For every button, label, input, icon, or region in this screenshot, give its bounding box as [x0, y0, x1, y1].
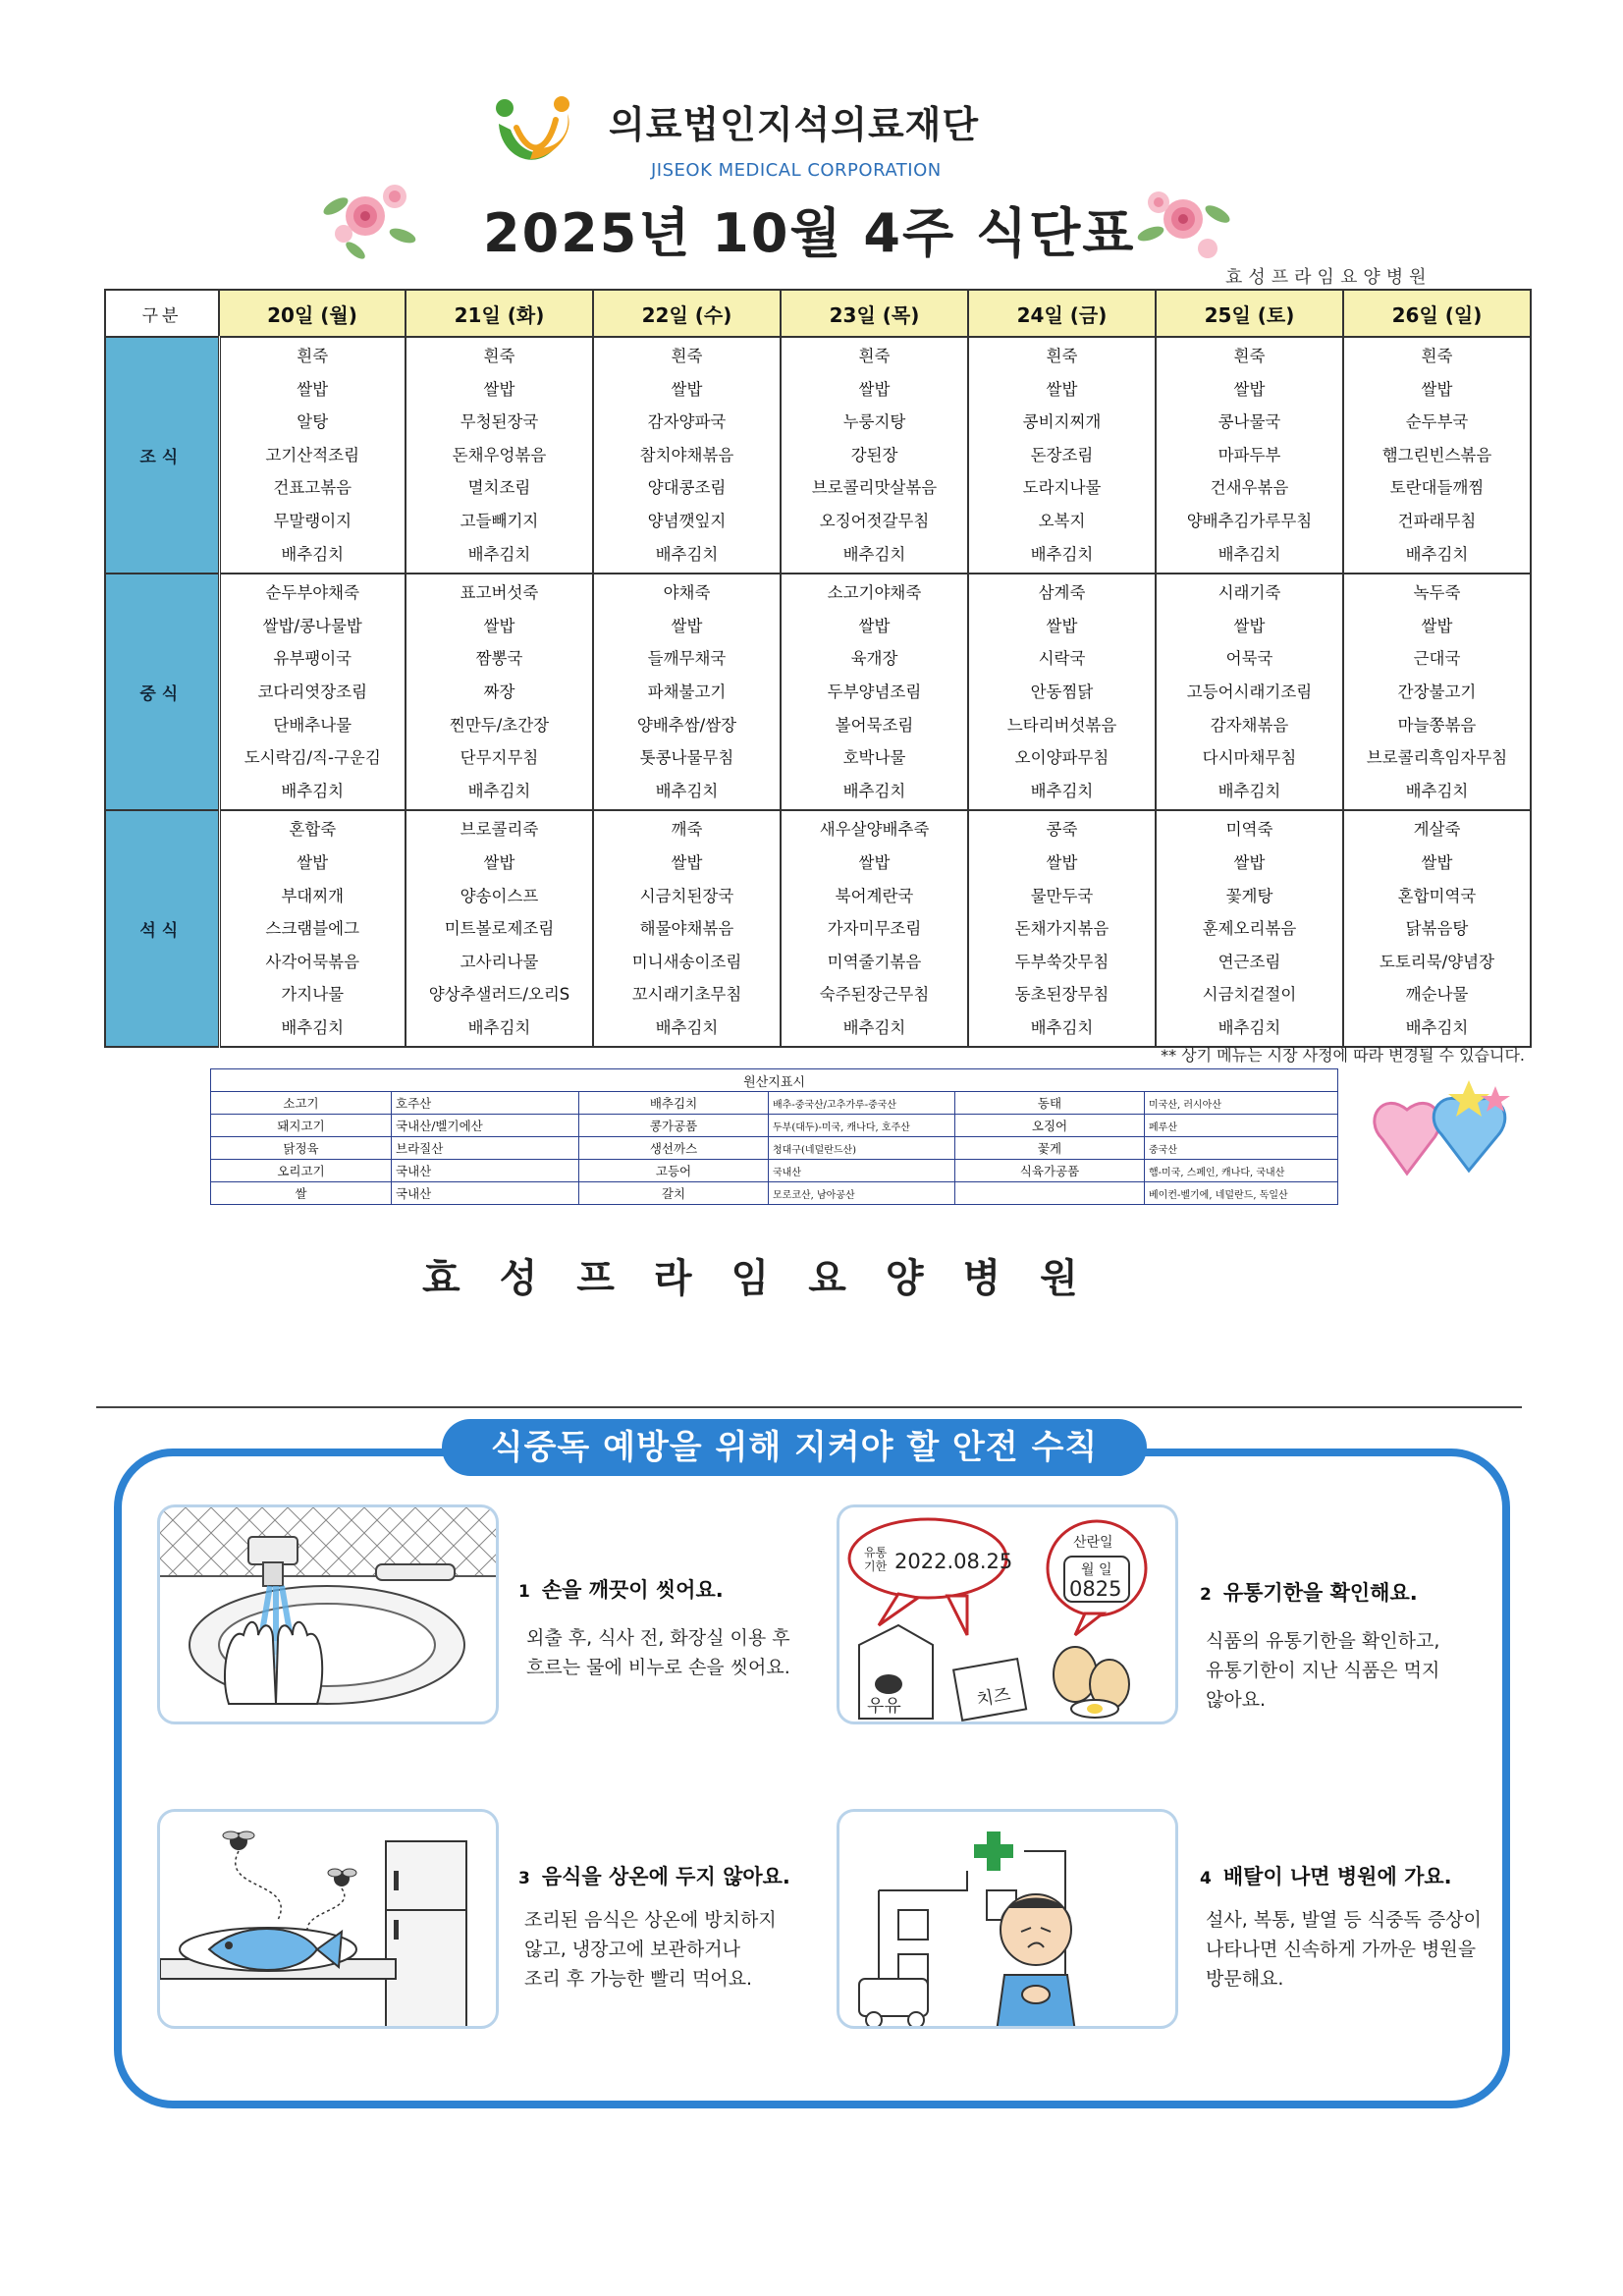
menu-cell [1156, 337, 1343, 574]
menu-item: 양배추쌈/쌈장 [636, 715, 737, 735]
menu-item: 쌀밥 [297, 852, 329, 872]
origin-country: 베이컨-벨기에, 네덜란드, 독일산 [1145, 1182, 1338, 1205]
menu-item: 순두부야채죽 [265, 583, 360, 603]
menu-cell [219, 337, 406, 574]
menu-item: 쌀밥 [858, 852, 891, 872]
origin-item: 닭정육 [211, 1137, 392, 1160]
menu-item: 배추김치 [655, 1017, 719, 1037]
menu-item: 양상추샐러드/오리S [428, 985, 570, 1005]
day-header: 25일 (토) [1156, 290, 1343, 337]
origin-item: 꽃게 [955, 1137, 1145, 1160]
expiry-date: 2022.08.25 [894, 1550, 1013, 1573]
hospital-name-small: 효성프라임요양병원 [1225, 267, 1433, 288]
menu-item: 가지나물 [281, 985, 345, 1005]
menu-item: 참치야채볶음 [639, 445, 734, 465]
menu-item: 미니새송이조림 [631, 952, 742, 971]
hospital-name-large: 효성프라임요양병원 [422, 1256, 1117, 1301]
menu-item: 배추김치 [655, 544, 719, 564]
menu-cell [593, 810, 781, 1047]
menu-cell [968, 337, 1156, 574]
menu-item: 안동찜닭 [1030, 682, 1094, 701]
tip-3-number: 3 [518, 1869, 530, 1888]
tip-1-line: 외출 후, 식사 전, 화장실 이용 후 [526, 1627, 790, 1649]
org-english-name: JISEOK MEDICAL CORPORATION [651, 160, 942, 181]
menu-item: 볼어묵조림 [835, 715, 914, 735]
menu-item: 콩죽 [1046, 820, 1078, 840]
menu-item: 깨죽 [671, 820, 703, 840]
origin-row [211, 1160, 1338, 1182]
tip-2-line: 유통기한이 지난 식품은 먹지 [1206, 1660, 1440, 1681]
menu-item: 흰죽 [1046, 347, 1078, 365]
menu-cell [593, 337, 781, 574]
day-header: 24일 (금) [968, 290, 1156, 337]
menu-item: 혼합죽 [289, 820, 337, 840]
menu-cell [968, 810, 1156, 1047]
menu-item: 게살죽 [1413, 820, 1461, 840]
jiseok-logo-icon [491, 90, 579, 179]
origin-row [211, 1182, 1338, 1205]
menu-item: 쌀밥 [483, 852, 515, 872]
menu-item: 미트볼로제조림 [444, 919, 555, 939]
tip-4-line: 설사, 복통, 발열 등 식중독 증상이 [1206, 1909, 1482, 1931]
menu-item: 쌀밥 [1421, 616, 1453, 635]
cheese-label: 치즈 [975, 1684, 1012, 1711]
tip-1-text [526, 1623, 790, 1682]
menu-item: 양송이스프 [460, 886, 539, 905]
menu-item: 쌀밥 [1046, 616, 1078, 635]
menu-item: 브로콜리죽 [460, 820, 539, 840]
menu-item: 고기산적조림 [265, 445, 360, 465]
origin-country: 브라질산 [392, 1137, 579, 1160]
handwash-illustration [157, 1504, 499, 1724]
meal-row [105, 574, 1531, 810]
menu-cell [219, 810, 406, 1047]
tip-2-text [1206, 1626, 1439, 1715]
menu-item: 꼬시래기초무침 [631, 985, 742, 1005]
origin-country: 햄-미국, 스페인, 캐나다, 국내산 [1145, 1160, 1338, 1182]
menu-item: 고들빼기지 [460, 511, 539, 530]
menu-cell [219, 574, 406, 810]
origin-country: 두부(대두)-미국, 캐나다, 호주산 [769, 1115, 955, 1137]
menu-item: 배추김치 [1030, 1017, 1094, 1037]
menu-item: 감자채볶음 [1210, 715, 1289, 735]
menu-item: 코다리엿장조림 [257, 682, 368, 701]
menu-item: 배추김치 [842, 781, 906, 800]
menu-item: 양배추김가루무침 [1186, 511, 1313, 530]
tip-2-line: 않아요. [1206, 1689, 1267, 1711]
menu-item: 숙주된장근무침 [819, 985, 930, 1005]
menu-item: 소고기야채죽 [827, 583, 922, 603]
origin-country: 호주산 [392, 1092, 579, 1115]
origin-item: 콩가공품 [579, 1115, 769, 1137]
origin-item: 생선까스 [579, 1137, 769, 1160]
menu-item: 햄그린빈스볶음 [1381, 445, 1492, 465]
menu-cell [781, 810, 968, 1047]
menu-item: 파채불고기 [647, 682, 727, 701]
menu-item: 배추김치 [281, 544, 345, 564]
menu-item: 꽃게탕 [1225, 886, 1273, 905]
origin-table [210, 1068, 1338, 1205]
day-header: 21일 (화) [406, 290, 593, 337]
menu-item: 도시락김/직-구운김 [243, 748, 381, 768]
day-header: 23일 (목) [781, 290, 968, 337]
menu-item: 두부양념조림 [827, 682, 922, 701]
menu-item: 돈채우엉볶음 [452, 445, 547, 465]
menu-item: 쌀밥 [297, 379, 329, 399]
menu-item: 배추김치 [281, 781, 345, 800]
origin-country: 국내산/벨기에산 [392, 1115, 579, 1137]
tip-2-number: 2 [1200, 1585, 1212, 1605]
hearts-decoration-icon [1353, 1080, 1530, 1218]
origin-country: 배추-중국산/고추가루-중국산 [769, 1092, 955, 1115]
tip-1-line: 흐르는 물에 비누로 손을 씻어요. [526, 1657, 790, 1678]
menu-item: 무청된장국 [460, 412, 539, 432]
origin-country: 중국산 [1145, 1137, 1338, 1160]
tip-3-line: 않고, 냉장고에 보관하거나 [524, 1939, 741, 1960]
tip-3-title-text: 음식을 상온에 두지 않아요. [541, 1865, 790, 1888]
expiry-illustration [837, 1504, 1178, 1724]
menu-item: 흰죽 [1421, 347, 1453, 365]
menu-cell [406, 574, 593, 810]
menu-item: 배추김치 [1030, 781, 1094, 800]
expiry-label: 유통 [864, 1546, 888, 1559]
page-title: 2025년 10월 4주 식단표 [483, 202, 1136, 264]
menu-item: 시금치겉절이 [1202, 985, 1297, 1005]
menu-item: 쌀밥 [1233, 616, 1266, 635]
tip-4-title-text: 배탈이 나면 병원에 가요. [1222, 1865, 1452, 1888]
meal-row [105, 337, 1531, 574]
origin-country: 국내산 [392, 1182, 579, 1205]
tip-1-title-text: 손을 깨끗이 씻어요. [541, 1578, 724, 1602]
menu-cell [1343, 810, 1531, 1047]
menu-item: 쌀밥 [1233, 379, 1266, 399]
menu-item: 가자미무조림 [827, 919, 922, 939]
menu-item: 쌀밥/콩나물밥 [262, 616, 362, 635]
origin-item: 고등어 [579, 1160, 769, 1182]
menu-cell [1343, 337, 1531, 574]
menu-item: 녹두죽 [1413, 583, 1461, 603]
menu-item: 깨순나물 [1405, 985, 1469, 1005]
origin-row [211, 1137, 1338, 1160]
menu-header-row [105, 290, 1531, 337]
menu-item: 쌀밥 [671, 616, 703, 635]
menu-item: 멸치조림 [467, 478, 531, 498]
menu-item: 강된장 [850, 445, 898, 465]
tip-3-title [518, 1861, 790, 1890]
menu-item: 콩비지찌개 [1022, 412, 1102, 432]
menu-item: 고등어시래기조림 [1186, 682, 1313, 701]
menu-item: 배추김치 [1217, 1017, 1281, 1037]
menu-item: 도토리묵/양념장 [1379, 952, 1495, 971]
meal-row [105, 810, 1531, 1047]
menu-item: 쌀밥 [1421, 852, 1453, 872]
meal-label: 조식 [105, 337, 219, 574]
origin-item: 오리고기 [211, 1160, 392, 1182]
tip-2-title [1200, 1577, 1418, 1607]
menu-item: 흰죽 [297, 347, 329, 365]
menu-item: 배추김치 [281, 1017, 345, 1037]
origin-country: 청대구(네덜란드산) [769, 1137, 955, 1160]
tip-4-number: 4 [1200, 1869, 1212, 1888]
origin-country: 미국산, 러시아산 [1145, 1092, 1338, 1115]
menu-item: 쌀밥 [1233, 852, 1266, 872]
menu-item: 마파두부 [1217, 445, 1281, 465]
menu-item: 양대콩조림 [647, 478, 727, 498]
menu-item: 해물야채볶음 [639, 919, 734, 939]
safety-banner: 식중독 예방을 위해 지켜야 할 안전 수칙 [442, 1419, 1147, 1476]
menu-item: 배추김치 [842, 1017, 906, 1037]
origin-item [955, 1182, 1145, 1205]
menu-item: 표고버섯죽 [460, 583, 539, 603]
org-name: 의료법인지석의료재단 [609, 103, 980, 146]
menu-item: 야채죽 [663, 583, 711, 603]
menu-item: 들깨무채국 [647, 649, 727, 669]
flower-decoration-icon [1129, 175, 1237, 273]
menu-change-notice: ** 상기 메뉴는 시장 사정에 따라 변경될 수 있습니다. [1161, 1046, 1525, 1065]
menu-item: 쌀밥 [1046, 852, 1078, 872]
tip-1-title [518, 1574, 724, 1604]
menu-item: 브로콜리흑임자무침 [1366, 748, 1508, 768]
menu-item: 알탕 [297, 412, 329, 432]
menu-cell [406, 810, 593, 1047]
menu-item: 시락국 [1038, 649, 1086, 669]
menu-item: 혼합미역국 [1397, 886, 1477, 905]
origin-body [211, 1092, 1338, 1205]
menu-item: 두부쑥갓무침 [1014, 952, 1109, 971]
menu-item: 돈채가지볶음 [1014, 919, 1109, 939]
menu-item: 건새우볶음 [1210, 478, 1289, 498]
menu-item: 건파래무침 [1397, 511, 1477, 530]
menu-corner-cell: 구분 [105, 290, 219, 337]
menu-item: 브로콜리맛살볶음 [811, 478, 938, 498]
menu-item: 찐만두/초간장 [449, 715, 550, 735]
menu-cell [406, 337, 593, 574]
origin-country: 모로코산, 남아공산 [769, 1182, 955, 1205]
menu-item: 배추김치 [1030, 544, 1094, 564]
tip-3-line: 조리 후 가능한 빨리 먹어요. [524, 1968, 753, 1990]
origin-country: 국내산 [769, 1160, 955, 1182]
menu-item: 연근조림 [1217, 952, 1281, 971]
menu-item: 느타리버섯볶음 [1006, 715, 1117, 735]
menu-item: 쌀밥 [1421, 379, 1453, 399]
egg-month-day: 월 일 [1081, 1562, 1112, 1578]
menu-item: 새우살양배추죽 [819, 820, 930, 840]
menu-item: 배추김치 [842, 544, 906, 564]
tip-4-text [1206, 1905, 1482, 1994]
meal-label: 중식 [105, 574, 219, 810]
tip-2-line: 식품의 유통기한을 확인하고, [1206, 1630, 1440, 1652]
menu-item: 토란대들깨찜 [1389, 478, 1485, 498]
menu-item: 유부팽이국 [273, 649, 352, 669]
origin-row [211, 1115, 1338, 1137]
menu-item: 배추김치 [1405, 544, 1469, 564]
tip-3-text [524, 1905, 777, 1994]
menu-item: 누룽지탕 [842, 412, 906, 432]
menu-body [105, 337, 1531, 1047]
menu-cell [1156, 810, 1343, 1047]
origin-item: 쌀 [211, 1182, 392, 1205]
menu-item: 간장불고기 [1397, 682, 1477, 701]
menu-item: 부대찌개 [281, 886, 345, 905]
menu-item: 사각어묵볶음 [265, 952, 360, 971]
menu-item: 배추김치 [1217, 781, 1281, 800]
egg-code: 0825 [1069, 1577, 1122, 1601]
menu-item: 배추김치 [1217, 544, 1281, 564]
tip-3-line: 조리된 음식은 상온에 방치하지 [524, 1909, 777, 1931]
day-header: 26일 (일) [1343, 290, 1531, 337]
menu-item: 도라지나물 [1022, 478, 1102, 498]
menu-item: 쌀밥 [858, 616, 891, 635]
menu-cell [1156, 574, 1343, 810]
menu-item: 쌀밥 [671, 379, 703, 399]
origin-item: 갈치 [579, 1182, 769, 1205]
origin-item: 배추김치 [579, 1092, 769, 1115]
menu-cell [593, 574, 781, 810]
menu-item: 오복지 [1038, 511, 1086, 530]
menu-item: 마늘쫑볶음 [1397, 715, 1477, 735]
menu-item: 삼계죽 [1038, 583, 1086, 603]
menu-item: 근대국 [1413, 649, 1461, 669]
menu-item: 미역줄기볶음 [827, 952, 922, 971]
menu-item: 쌀밥 [483, 616, 515, 635]
menu-item: 쌀밥 [671, 852, 703, 872]
menu-cell [781, 337, 968, 574]
menu-item: 고사리나물 [460, 952, 539, 971]
menu-item: 어묵국 [1225, 649, 1273, 669]
menu-cell [781, 574, 968, 810]
menu-item: 배추김치 [1405, 1017, 1469, 1037]
tip-4-line: 나타나면 신속하게 가까운 병원을 [1206, 1939, 1477, 1960]
origin-item: 소고기 [211, 1092, 392, 1115]
menu-item: 순두부국 [1405, 412, 1469, 432]
menu-item: 육개장 [850, 649, 898, 669]
menu-item: 물만두국 [1030, 886, 1094, 905]
menu-item: 쌀밥 [1046, 379, 1078, 399]
tip-4-line: 방문해요. [1206, 1968, 1284, 1990]
meal-label: 석식 [105, 810, 219, 1047]
origin-item: 돼지고기 [211, 1115, 392, 1137]
menu-item: 무말랭이지 [273, 511, 352, 530]
menu-item: 흰죽 [483, 347, 515, 365]
menu-item: 감자양파국 [647, 412, 727, 432]
tip-1-number: 1 [518, 1582, 530, 1602]
menu-item: 쌀밥 [858, 379, 891, 399]
weekly-menu-table [104, 289, 1532, 1048]
origin-item: 오징어 [955, 1115, 1145, 1137]
menu-cell [968, 574, 1156, 810]
menu-item: 흰죽 [1233, 347, 1266, 365]
section-divider [96, 1406, 1522, 1408]
menu-item: 돈장조림 [1030, 445, 1094, 465]
menu-item: 배추김치 [467, 1017, 531, 1037]
room-temperature-illustration [157, 1809, 499, 2029]
menu-item: 동초된장무침 [1014, 985, 1109, 1005]
tip-4-title [1200, 1861, 1452, 1890]
menu-item: 시래기죽 [1217, 583, 1281, 603]
hospital-illustration [837, 1809, 1178, 2029]
menu-item: 짜장 [483, 682, 515, 701]
day-header: 20일 (월) [219, 290, 406, 337]
menu-item: 흰죽 [671, 347, 703, 365]
menu-item: 톳콩나물무침 [639, 748, 734, 768]
menu-item: 단무지무침 [460, 748, 539, 768]
flower-decoration-icon [316, 167, 424, 265]
menu-item: 콩나물국 [1217, 412, 1281, 432]
menu-item: 오징어젓갈무침 [819, 511, 930, 530]
egg-label: 산란일 [1073, 1535, 1113, 1551]
menu-item: 닭볶음탕 [1405, 919, 1469, 939]
origin-country: 국내산 [392, 1160, 579, 1182]
origin-country: 페루산 [1145, 1115, 1338, 1137]
milk-label: 우유 [867, 1696, 901, 1717]
menu-item: 다시마채무침 [1202, 748, 1297, 768]
day-header: 22일 (수) [593, 290, 781, 337]
origin-item: 식육가공품 [955, 1160, 1145, 1182]
menu-item: 양념깻잎지 [647, 511, 727, 530]
menu-item: 북어계란국 [835, 886, 914, 905]
origin-table-title: 원산지표시 [211, 1069, 1338, 1092]
origin-item: 동태 [955, 1092, 1145, 1115]
menu-item: 배추김치 [655, 781, 719, 800]
tip-2-title-text: 유통기한을 확인해요. [1222, 1581, 1418, 1605]
menu-item: 오이양파무침 [1014, 748, 1109, 768]
expiry-label: 기한 [864, 1559, 888, 1573]
menu-item: 배추김치 [467, 781, 531, 800]
menu-item: 미역죽 [1225, 820, 1273, 840]
menu-item: 배추김치 [467, 544, 531, 564]
menu-item: 쌀밥 [483, 379, 515, 399]
menu-item: 훈제오리볶음 [1202, 919, 1297, 939]
menu-cell [1343, 574, 1531, 810]
menu-item: 흰죽 [858, 347, 891, 365]
menu-item: 건표고볶음 [273, 478, 352, 498]
menu-item: 시금치된장국 [639, 886, 734, 905]
origin-row [211, 1092, 1338, 1115]
menu-item: 스크램블에그 [265, 919, 360, 939]
menu-item: 단배추나물 [273, 715, 352, 735]
menu-item: 짬뽕국 [475, 649, 523, 669]
menu-item: 배추김치 [1405, 781, 1469, 800]
menu-item: 호박나물 [842, 748, 906, 768]
